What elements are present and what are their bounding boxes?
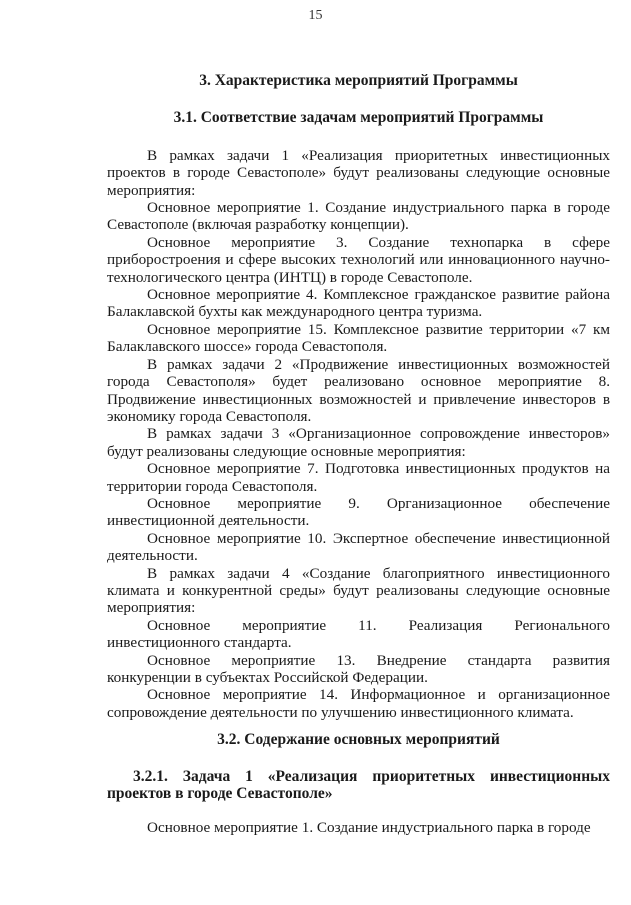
paragraph: В рамках задачи 4 «Создание благоприятного инвестиционного климата и конкурентной среды» будут реализованы следующие основные мероприятия: (107, 564, 610, 617)
paragraph: Основное мероприятие 11. Реализация Регионального инвестиционного стандарта. (107, 616, 610, 652)
document-body (107, 72, 610, 837)
paragraph: Основное мероприятие 10. Экспертное обеспечение инвестиционной деятельности. (107, 529, 610, 565)
paragraph: В рамках задачи 2 «Продвижение инвестиционных возможностей города Севастополя» будет реализовано основное мероприятие 8. Продвижение инвестиционных возможностей и привлечение инвесторов в экономику города Севастополя. (107, 355, 610, 425)
paragraph: Основное мероприятие 3. Создание технопарка в сфере приборостроения и сфере высоких технологий или инновационного научно-технологического центра (ИНТЦ) в городе Севастополе. (107, 233, 610, 286)
paragraph: В рамках задачи 1 «Реализация приоритетных инвестиционных проектов в городе Севастополе» будут реализованы следующие основные мероприятия: (107, 146, 610, 199)
paragraph: Основное мероприятие 9. Организационное обеспечение инвестиционной деятельности. (107, 494, 610, 530)
paragraph: В рамках задачи 3 «Организационное сопровождение инвесторов» будут реализованы следующие основные мероприятия: (107, 425, 610, 460)
section-subtitle: 3.1. Соответствие задачам мероприятий Программы (173, 109, 544, 127)
page-number: 15 (308, 8, 323, 23)
paragraph: Основное мероприятие 7. Подготовка инвестиционных продуктов на территории города Севастополя. (107, 460, 610, 495)
section-heading: 3.2. Содержание основных мероприятий (217, 731, 500, 749)
document-title: 3. Характеристика мероприятий Программы (199, 72, 518, 89)
paragraph: Основное мероприятие 15. Комплексное развитие территории «7 км Балаклавского шоссе» города Севастополя. (107, 320, 610, 356)
paragraph: Основное мероприятие 1. Создание индустриального парка в городе Севастополе (включая разработку концепции). (107, 199, 610, 234)
task-heading: 3.2.1. Задача 1 «Реализация приоритетных инвестиционных проектов в городе Севастополе» (107, 767, 610, 803)
paragraph: Основное мероприятие 13. Внедрение стандарта развития конкуренции в субъектах Российской Федерации. (107, 651, 610, 686)
paragraph: Основное мероприятие 4. Комплексное гражданское развитие района Балаклавской бухты как международного центра туризма. (107, 286, 610, 321)
paragraph: Основное мероприятие 1. Создание индустриального парка в городе (147, 819, 591, 837)
paragraph: Основное мероприятие 14. Информационное и организационное сопровождение деятельности по улучшению инвестиционного климата. (107, 686, 610, 721)
